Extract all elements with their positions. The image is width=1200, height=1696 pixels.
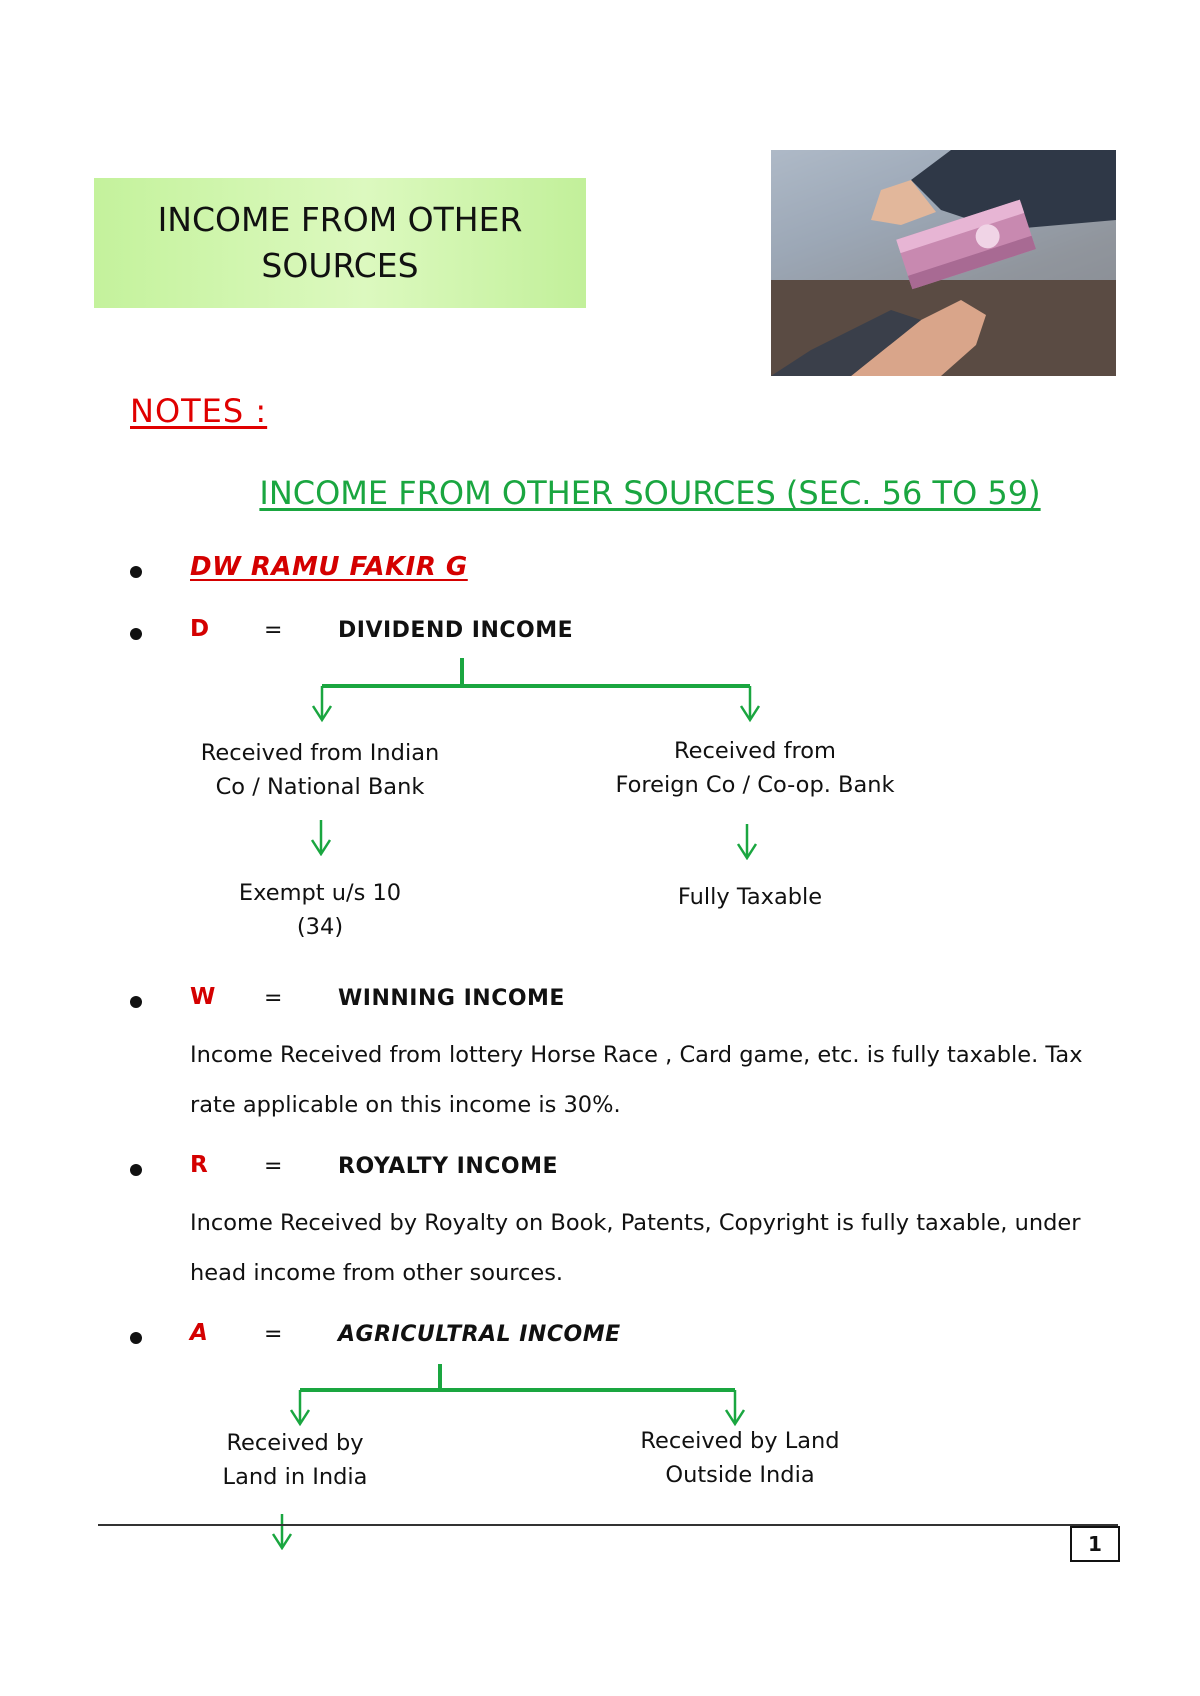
notes-label: NOTES : bbox=[130, 392, 268, 430]
money-handover-photo bbox=[771, 150, 1116, 376]
money-handover-illustration bbox=[771, 150, 1116, 376]
down-arrow-icon bbox=[306, 820, 336, 856]
winning-description: Income Received from lottery Horse Race , Card game, etc. is fully taxable. Tax rate applicable on this income is 30%. bbox=[190, 1042, 1083, 1118]
equals-sign: = bbox=[264, 986, 283, 1011]
royalty-description: Income Received by Royalty on Book, Patents, Copyright is fully taxable, under head income from other sources. bbox=[190, 1210, 1081, 1286]
equals-sign: = bbox=[264, 1322, 283, 1347]
bullet bbox=[130, 566, 142, 578]
item-term-dividend: DIVIDEND INCOME bbox=[338, 618, 574, 643]
bullet bbox=[130, 628, 142, 640]
section-heading: INCOME FROM OTHER SOURCES (SEC. 56 TO 59) bbox=[259, 474, 1041, 512]
equals-sign: = bbox=[264, 1154, 283, 1179]
bullet bbox=[130, 996, 142, 1008]
dividend-tree-connector bbox=[300, 656, 780, 736]
agricultural-left-node: Received by Land in India bbox=[222, 1430, 368, 1490]
page-number: 1 bbox=[1070, 1526, 1120, 1562]
footer-divider bbox=[98, 1524, 1118, 1526]
bullet bbox=[130, 1164, 142, 1176]
dividend-left-node: Received from Indian Co / National Bank bbox=[200, 740, 440, 800]
item-letter-r: R bbox=[190, 1152, 208, 1178]
agricultural-right-node: Received by Land Outside India bbox=[640, 1428, 840, 1488]
item-letter-w: W bbox=[190, 984, 216, 1010]
down-arrow-icon bbox=[267, 1514, 297, 1550]
equals-sign: = bbox=[264, 618, 283, 643]
bullet bbox=[130, 1332, 142, 1344]
acronym-label: DW RAMU FAKIR G bbox=[190, 552, 468, 582]
item-term-winning: WINNING INCOME bbox=[338, 986, 565, 1011]
dividend-right-result: Fully Taxable bbox=[677, 884, 823, 910]
dividend-left-result: Exempt u/s 10 (34) bbox=[238, 880, 402, 940]
item-term-agricultural: AGRICULTRAL INCOME bbox=[338, 1322, 621, 1347]
item-letter-a: A bbox=[190, 1320, 208, 1346]
item-term-royalty: ROYALTY INCOME bbox=[338, 1154, 559, 1179]
down-arrow-icon bbox=[732, 824, 762, 860]
title-box bbox=[94, 178, 586, 308]
dividend-right-node: Received from Foreign Co / Co-op. Bank bbox=[615, 738, 895, 798]
item-letter-d: D bbox=[190, 616, 210, 642]
page-title: INCOME FROM OTHER SOURCES bbox=[157, 200, 523, 285]
